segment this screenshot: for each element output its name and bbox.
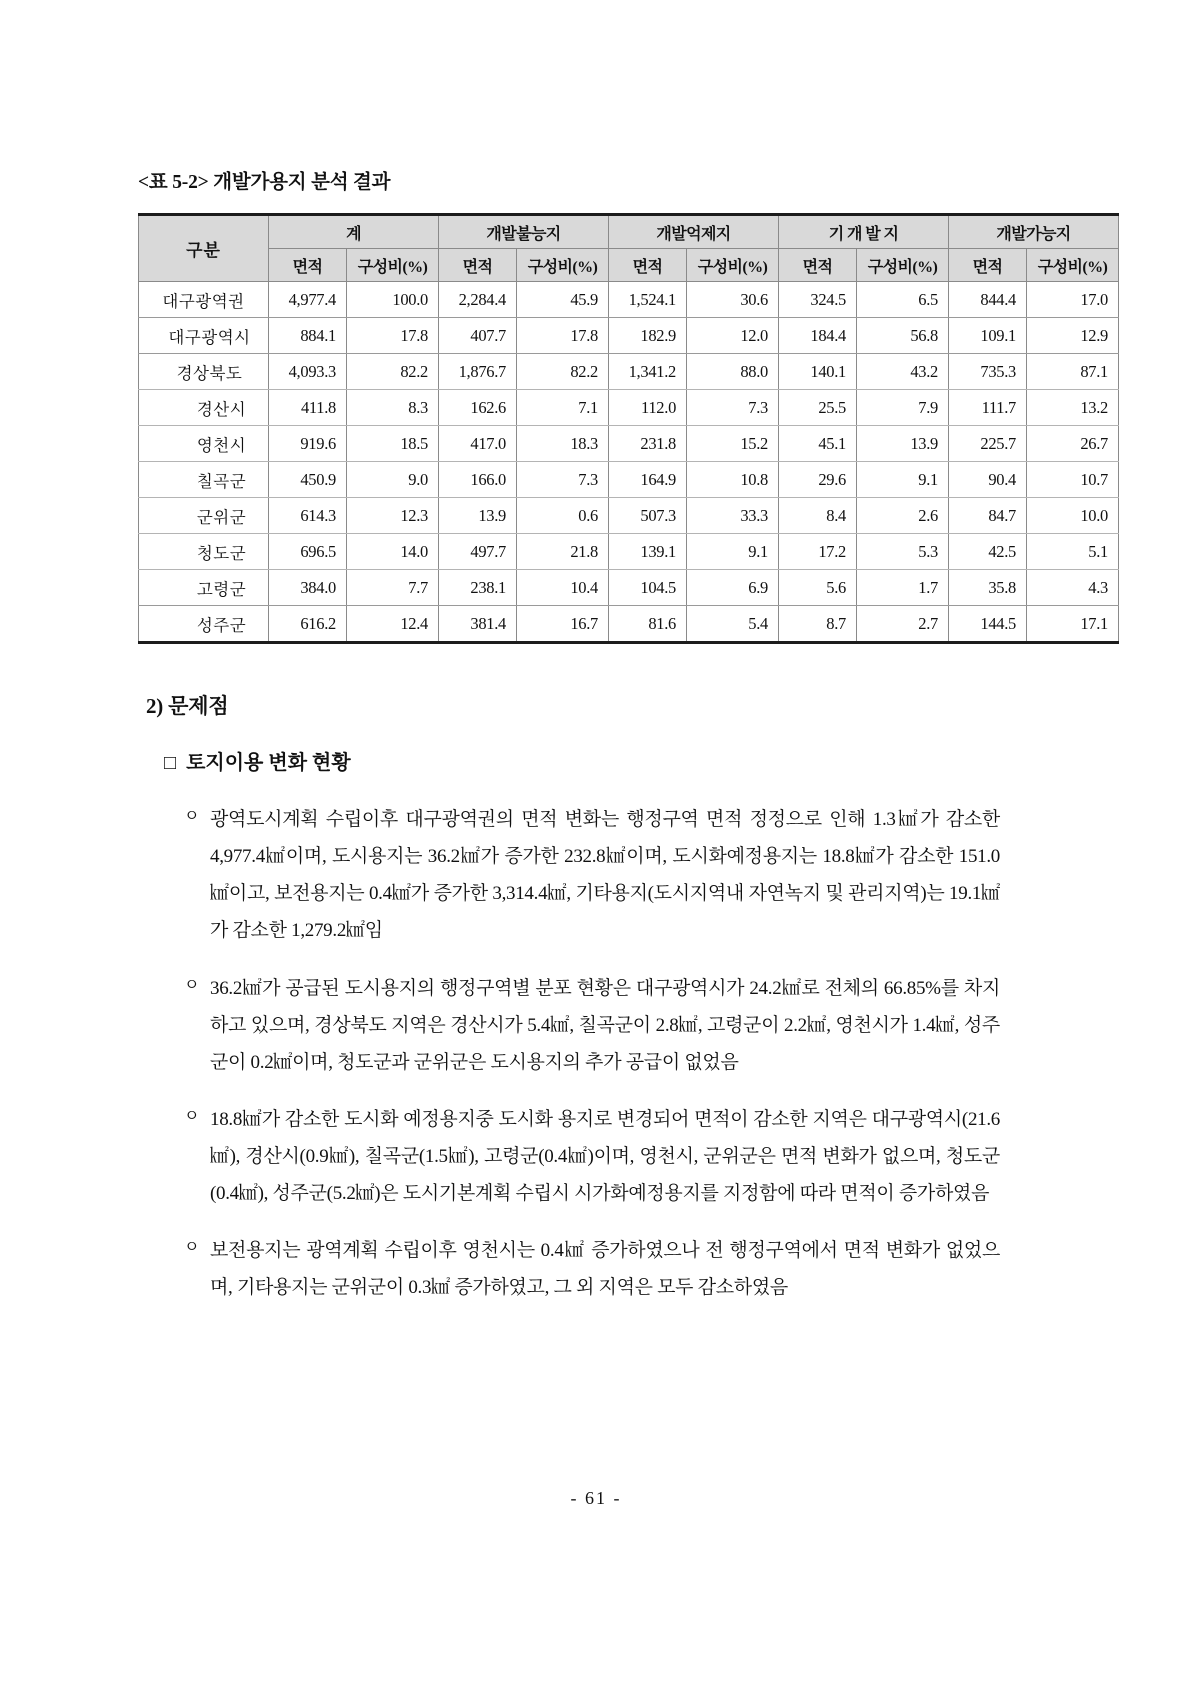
cell-percent: 6.5 xyxy=(857,282,949,318)
cell-percent: 12.4 xyxy=(347,606,439,643)
table-row xyxy=(139,390,1119,426)
bullet-item xyxy=(184,970,1000,1081)
cell-area: 8.7 xyxy=(779,606,857,643)
header-pct-already-developed: 구성비(%) xyxy=(857,249,949,282)
cell-area: 411.8 xyxy=(269,390,347,426)
table-header xyxy=(139,215,1119,282)
cell-area: 35.8 xyxy=(949,570,1027,606)
cell-area: 17.2 xyxy=(779,534,857,570)
cell-percent: 7.7 xyxy=(347,570,439,606)
cell-percent: 5.1 xyxy=(1027,534,1119,570)
cell-area: 614.3 xyxy=(269,498,347,534)
header-area-developable: 면적 xyxy=(949,249,1027,282)
cell-percent: 13.2 xyxy=(1027,390,1119,426)
cell-area: 90.4 xyxy=(949,462,1027,498)
table-row xyxy=(139,534,1119,570)
cell-area: 162.6 xyxy=(439,390,517,426)
sub-heading-text: 토지이용 변화 현황 xyxy=(186,752,351,775)
cell-area: 112.0 xyxy=(609,390,687,426)
cell-area: 2,284.4 xyxy=(439,282,517,318)
cell-percent: 87.1 xyxy=(1027,354,1119,390)
cell-percent: 16.7 xyxy=(517,606,609,643)
cell-percent: 10.4 xyxy=(517,570,609,606)
cell-percent: 82.2 xyxy=(517,354,609,390)
cell-area: 104.5 xyxy=(609,570,687,606)
cell-percent: 5.4 xyxy=(687,606,779,643)
cell-area: 231.8 xyxy=(609,426,687,462)
cell-percent: 9.0 xyxy=(347,462,439,498)
cell-percent: 2.6 xyxy=(857,498,949,534)
cell-percent: 17.8 xyxy=(347,318,439,354)
cell-area: 13.9 xyxy=(439,498,517,534)
page-content xyxy=(138,170,1109,1326)
header-group-undevelopable: 개발불능지 xyxy=(439,215,609,249)
bullet-marker-icon: ㅇ xyxy=(184,976,200,994)
header-pct-developable: 구성비(%) xyxy=(1027,249,1119,282)
table-row xyxy=(139,426,1119,462)
cell-area: 5.6 xyxy=(779,570,857,606)
cell-percent: 7.3 xyxy=(517,462,609,498)
table-row xyxy=(139,462,1119,498)
cell-area: 166.0 xyxy=(439,462,517,498)
cell-area: 238.1 xyxy=(439,570,517,606)
cell-percent: 10.8 xyxy=(687,462,779,498)
cell-percent: 12.0 xyxy=(687,318,779,354)
header-group-total: 계 xyxy=(269,215,439,249)
cell-area: 616.2 xyxy=(269,606,347,643)
row-label: 성주군 xyxy=(139,606,269,643)
cell-percent: 10.0 xyxy=(1027,498,1119,534)
bullet-item xyxy=(184,1101,1000,1212)
row-label: 청도군 xyxy=(139,534,269,570)
cell-percent: 7.9 xyxy=(857,390,949,426)
cell-percent: 17.0 xyxy=(1027,282,1119,318)
bullet-text: 36.2㎢가 공급된 도시용지의 행정구역별 분포 현황은 대구광역시가 24.2㎢로 전체의 66.85%를 차지하고 있으며, 경상북도 지역은 경산시가 5.4㎢, 칠곡군이 2.8㎢, 고령군이 2.2㎢, 영천시가 1.4㎢, 성주군이 0.2㎢이며, 청도군과 군위군은 도시용지의 추가 공급이 없었음 xyxy=(210,977,1000,1073)
cell-area: 8.4 xyxy=(779,498,857,534)
bullet-text: 18.8㎢가 감소한 도시화 예정용지중 도시화 용지로 변경되어 면적이 감소한 지역은 대구광역시(21.6㎢), 경산시(0.9㎢), 칠곡군(1.5㎢), 고령군(0.4㎢)이며, 영천시, 군위군은 면적 변화가 없으며, 청도군(0.4㎢), 성주군(5.2㎢)은 도시기본계획 수립시 시가화예정용지를 지정함에 따라 면적이 증가하였음 xyxy=(210,1108,1000,1204)
bullet-item xyxy=(184,801,1000,949)
cell-percent: 45.9 xyxy=(517,282,609,318)
table-body xyxy=(139,282,1119,643)
header-area-restricted: 면적 xyxy=(609,249,687,282)
row-label: 경상북도 xyxy=(139,354,269,390)
development-land-analysis-table xyxy=(138,213,1119,644)
cell-percent: 26.7 xyxy=(1027,426,1119,462)
table-header-group-row xyxy=(139,215,1119,249)
header-group-already-developed: 기 개 발 지 xyxy=(779,215,949,249)
cell-area: 140.1 xyxy=(779,354,857,390)
cell-percent: 12.9 xyxy=(1027,318,1119,354)
table-row xyxy=(139,282,1119,318)
header-area-total: 면적 xyxy=(269,249,347,282)
cell-percent: 15.2 xyxy=(687,426,779,462)
cell-area: 381.4 xyxy=(439,606,517,643)
cell-area: 111.7 xyxy=(949,390,1027,426)
cell-percent: 7.1 xyxy=(517,390,609,426)
cell-percent: 7.3 xyxy=(687,390,779,426)
cell-percent: 9.1 xyxy=(687,534,779,570)
cell-area: 184.4 xyxy=(779,318,857,354)
cell-area: 735.3 xyxy=(949,354,1027,390)
table-header-sub-row xyxy=(139,249,1119,282)
bullet-marker-icon: ㅇ xyxy=(184,1238,200,1256)
cell-area: 407.7 xyxy=(439,318,517,354)
cell-area: 182.9 xyxy=(609,318,687,354)
row-label: 대구광역시 xyxy=(139,318,269,354)
table-row xyxy=(139,570,1119,606)
cell-area: 45.1 xyxy=(779,426,857,462)
cell-area: 884.1 xyxy=(269,318,347,354)
cell-area: 919.6 xyxy=(269,426,347,462)
header-row-label: 구분 xyxy=(139,215,269,282)
header-pct-restricted: 구성비(%) xyxy=(687,249,779,282)
row-label: 경산시 xyxy=(139,390,269,426)
bullet-item xyxy=(184,1232,1000,1306)
cell-area: 417.0 xyxy=(439,426,517,462)
row-label: 군위군 xyxy=(139,498,269,534)
cell-area: 497.7 xyxy=(439,534,517,570)
cell-percent: 12.3 xyxy=(347,498,439,534)
cell-percent: 33.3 xyxy=(687,498,779,534)
cell-percent: 21.8 xyxy=(517,534,609,570)
cell-percent: 14.0 xyxy=(347,534,439,570)
table-caption: <표 5-2> 개발가용지 분석 결과 xyxy=(138,172,391,193)
cell-percent: 88.0 xyxy=(687,354,779,390)
cell-percent: 0.6 xyxy=(517,498,609,534)
cell-area: 384.0 xyxy=(269,570,347,606)
page-number: - 61 - xyxy=(570,1488,622,1508)
cell-area: 4,093.3 xyxy=(269,354,347,390)
bullet-list xyxy=(138,801,1000,1306)
cell-area: 81.6 xyxy=(609,606,687,643)
cell-area: 1,876.7 xyxy=(439,354,517,390)
cell-percent: 43.2 xyxy=(857,354,949,390)
table-row xyxy=(139,318,1119,354)
cell-area: 450.9 xyxy=(269,462,347,498)
cell-area: 1,524.1 xyxy=(609,282,687,318)
header-group-restricted: 개발억제지 xyxy=(609,215,779,249)
table-row xyxy=(139,498,1119,534)
cell-percent: 6.9 xyxy=(687,570,779,606)
header-pct-undevelopable: 구성비(%) xyxy=(517,249,609,282)
header-area-already-developed: 면적 xyxy=(779,249,857,282)
cell-area: 139.1 xyxy=(609,534,687,570)
bullet-marker-icon: ㅇ xyxy=(184,808,200,826)
cell-area: 164.9 xyxy=(609,462,687,498)
cell-percent: 10.7 xyxy=(1027,462,1119,498)
row-label: 칠곡군 xyxy=(139,462,269,498)
bullet-text: 광역도시계획 수립이후 대구광역권의 면적 변화는 행정구역 면적 정정으로 인해 1.3㎢가 감소한 4,977.4㎢이며, 도시용지는 36.2㎢가 증가한 232.8㎢이며, 도시화예정용지는 18.8㎢가 감소한 151.0㎢이고, 보전용지는 0.4㎢가 증가한 3,314.4㎢, 기타용지(도시지역내 자연녹지 및 관리지역)는 19.1㎢가 감소한 1,279.2㎢임 xyxy=(210,809,1000,942)
row-label: 영천시 xyxy=(139,426,269,462)
cell-percent: 18.3 xyxy=(517,426,609,462)
cell-area: 1,341.2 xyxy=(609,354,687,390)
bullet-text: 보전용지는 광역계획 수립이후 영천시는 0.4㎢ 증가하였으나 전 행정구역에서 면적 변화가 없었으며, 기타용지는 군위군이 0.3㎢ 증가하였고, 그 외 지역은 모두 감소하였음 xyxy=(210,1239,1000,1298)
header-area-undevelopable: 면적 xyxy=(439,249,517,282)
sub-heading xyxy=(164,746,1000,775)
cell-percent: 1.7 xyxy=(857,570,949,606)
header-group-developable: 개발가능지 xyxy=(949,215,1119,249)
cell-percent: 82.2 xyxy=(347,354,439,390)
header-pct-total: 구성비(%) xyxy=(347,249,439,282)
cell-area: 42.5 xyxy=(949,534,1027,570)
cell-area: 25.5 xyxy=(779,390,857,426)
cell-area: 507.3 xyxy=(609,498,687,534)
cell-area: 225.7 xyxy=(949,426,1027,462)
cell-percent: 100.0 xyxy=(347,282,439,318)
cell-area: 844.4 xyxy=(949,282,1027,318)
cell-percent: 4.3 xyxy=(1027,570,1119,606)
cell-area: 4,977.4 xyxy=(269,282,347,318)
cell-percent: 9.1 xyxy=(857,462,949,498)
cell-area: 109.1 xyxy=(949,318,1027,354)
bullet-marker-icon: ㅇ xyxy=(184,1107,200,1125)
cell-area: 84.7 xyxy=(949,498,1027,534)
cell-area: 696.5 xyxy=(269,534,347,570)
row-label: 고령군 xyxy=(139,570,269,606)
cell-percent: 56.8 xyxy=(857,318,949,354)
cell-area: 324.5 xyxy=(779,282,857,318)
cell-percent: 30.6 xyxy=(687,282,779,318)
cell-area: 29.6 xyxy=(779,462,857,498)
row-label: 대구광역권 xyxy=(139,282,269,318)
cell-percent: 17.1 xyxy=(1027,606,1119,643)
cell-percent: 8.3 xyxy=(347,390,439,426)
table-row xyxy=(139,354,1119,390)
section-heading: 2) 문제점 xyxy=(146,694,229,719)
cell-percent: 5.3 xyxy=(857,534,949,570)
cell-percent: 13.9 xyxy=(857,426,949,462)
table-row xyxy=(139,606,1119,643)
box-bullet-icon: □ xyxy=(164,752,177,775)
cell-percent: 17.8 xyxy=(517,318,609,354)
cell-percent: 18.5 xyxy=(347,426,439,462)
cell-area: 144.5 xyxy=(949,606,1027,643)
cell-percent: 2.7 xyxy=(857,606,949,643)
